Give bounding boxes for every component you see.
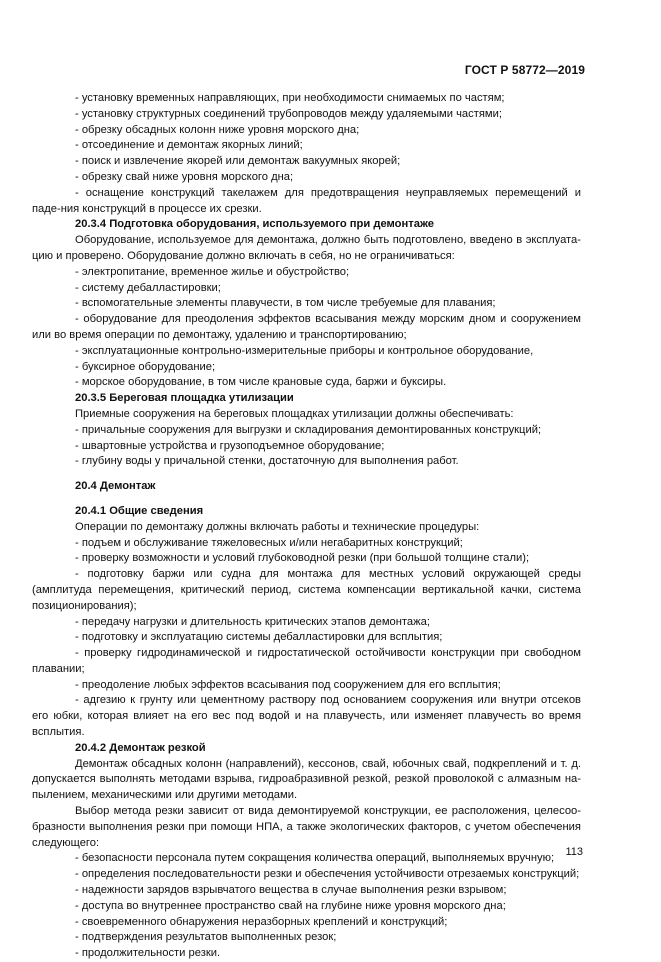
paragraph: - эксплуатационные контрольно-измерительные приборы и контрольное оборудование, — [75, 344, 534, 357]
paragraph: Операции по демонтажу должны включать работы и технические процедуры: — [75, 520, 480, 533]
paragraph: - оборудование для преодоления эффектов всасывания между морским дном и сооружением или во время операции по демонтажу, удалению и транспортированию; — [32, 313, 581, 341]
paragraph: - доступа во внутреннее пространство свай на глубине ниже уровня морского дна; — [75, 899, 506, 912]
paragraph: - установку временных направляющих, при необходимости снимаемых по частям; — [75, 92, 505, 104]
section-heading: 20.3.5 Береговая площадка утилизации — [75, 392, 294, 405]
paragraph: - отсоединение и демонтаж якорных линий; — [75, 139, 303, 152]
paragraph: - подъем и обслуживание тяжеловесных и/или негабаритных конструкций; — [75, 536, 463, 549]
paragraph: - швартовные устройства и грузоподъемное оборудование; — [75, 439, 385, 452]
paragraph: - проверку гидродинамической и гидростатической остойчивости конструкции при свободном плавании; — [32, 647, 581, 675]
paragraph: - вспомогательные элементы плавучести, в том числе требуемые для плавания; — [75, 297, 496, 310]
paragraph: - обрезку обсадных колонн ниже уровня морского дна; — [75, 123, 360, 136]
paragraph: Оборудование, используемое для демонтажа, должно быть подготовлено, введено в эксплуата-цию и проверено. Оборудование должно включать в себя, но не ограничиваться: — [32, 234, 581, 262]
section-heading: 20.4.2 Демонтаж резкой — [75, 741, 206, 754]
paragraph: - адгезию к грунту или цементному раствору под основанием сооружения или внутри отсеков его юбки, которая влияет на его вес под водой и на плавучесть, или изменяет плавучесть во время всплытия. — [32, 694, 581, 739]
paragraph: - поиск и извлечение якорей или демонтаж вакуумных якорей; — [75, 155, 401, 168]
paragraph: - систему дебалластировки; — [75, 281, 221, 294]
paragraph: - подтверждения результатов выполненных резок; — [75, 931, 337, 944]
paragraph: - подготовку и эксплуатацию системы дебалластировки для всплытия; — [75, 631, 443, 644]
section-heading: 20.3.4 Подготовка оборудования, используемого при демонтаже — [75, 218, 434, 231]
paragraph: - буксирное оборудование; — [75, 360, 216, 373]
paragraph: - причальные сооружения для выгрузки и складирования демонтированных конструкций; — [75, 423, 542, 436]
paragraph: - надежности зарядов взрывчатого вещества в случае выполнения резки взрывом; — [75, 884, 507, 897]
paragraph: - оснащение конструкций такелажем для предотвращения неуправляемых перемещений и паде-ния конструкций в процессе их срезки. — [32, 186, 581, 215]
paragraph: - продолжительности резки. — [75, 947, 221, 960]
paragraph: Приемные сооружения на береговых площадках утилизации должны обеспечивать: — [75, 407, 514, 420]
paragraph: - глубину воды у причальной стенки, достаточную для выполнения работ. — [75, 455, 459, 468]
page-number: 113 — [565, 846, 583, 858]
paragraph: - безопасности персонала путем сокращения количества операций, выполняемых вручную; — [75, 852, 555, 865]
paragraph: - установку структурных соединений трубопроводов между удаляемыми частями; — [75, 107, 502, 120]
paragraph: Выбор метода резки зависит от вида демонтируемой конструкции, ее расположения, целесоо-бразности выполнения резки при помощи НПА, а также экологических факторов, с учетом обеспечения следующего: — [32, 805, 581, 849]
section-heading: 20.4 Демонтаж — [75, 480, 156, 493]
section-heading: 20.4.1 Общие сведения — [75, 504, 204, 517]
document-standard-header: ГОСТ Р 58772—2019 — [464, 63, 585, 77]
paragraph: - подготовку баржи или судна для монтажа для местных условий окружающей среды (амплитуда перемещения, критический период, система компенсации вертикальной качки, система позиционирования); — [32, 568, 581, 612]
paragraph: - морское оборудование, в том числе крановые суда, баржи и буксиры. — [75, 376, 447, 389]
paragraph: - передачу нагрузки и длительность критических этапов демонтажа; — [75, 615, 430, 628]
paragraph: Демонтаж обсадных колонн (направлений), кессонов, свай, юбочных свай, подкреплений и т. д. допускается выполнять методами взрыва, гидроабразивной резкой, резкой проволокой с алмазным на-пылением, механическими или другими методами. — [32, 757, 581, 802]
paragraph: - обрезку свай ниже уровня морского дна; — [75, 170, 294, 183]
paragraph: - определения последовательности резки и обеспечения устойчивости отрезаемых конструкций; — [75, 868, 580, 881]
paragraph: - преодоление любых эффектов всасывания под сооружением для его всплытия; — [75, 678, 501, 691]
document-body — [32, 91, 581, 962]
paragraph: - электропитание, временное жилье и обустройство; — [75, 265, 350, 278]
paragraph: - проверку возможности и условий глубоководной резки (при большой толщине стали); — [75, 552, 530, 565]
paragraph: - своевременного обнаружения неразборных креплений и конструкций; — [75, 915, 448, 928]
